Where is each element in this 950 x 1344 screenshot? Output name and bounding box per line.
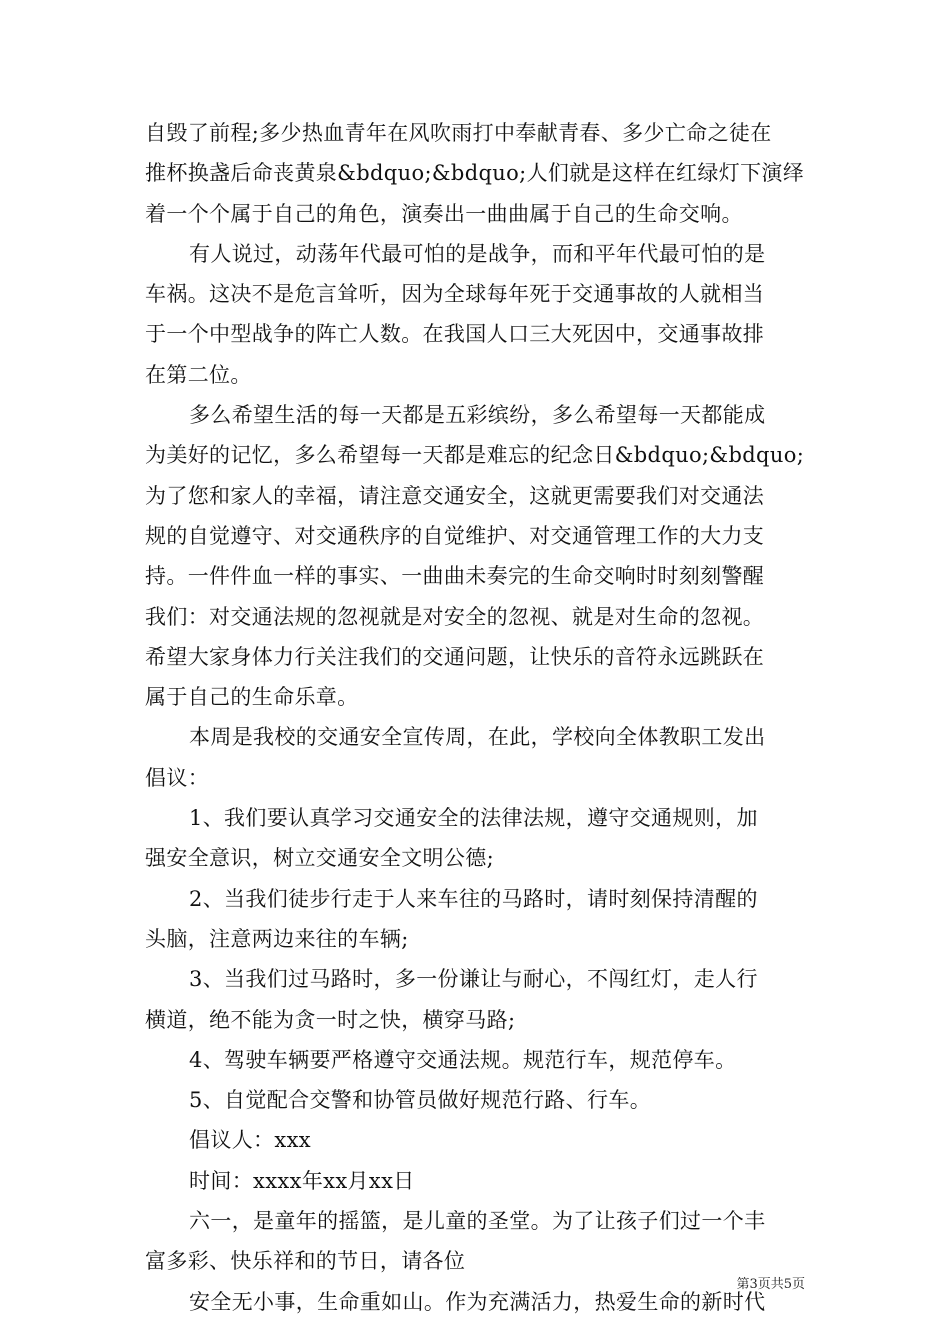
text-line: 六一，是童年的摇篮，是儿童的圣堂。为了让孩子们过一个丰 [189, 1209, 766, 1234]
text-line: 多么希望生活的每一天都是五彩缤纷，多么希望每一天都能成 [189, 403, 766, 428]
text-line: 车祸。这决不是危言耸听，因为全球每年死于交通事故的人就相当 [145, 282, 765, 307]
text-line: 为了您和家人的幸福，请注意交通安全，这就更需要我们对交通法 [145, 483, 765, 508]
text-line: 本周是我校的交通安全宣传周，在此，学校向全体教职工发出 [189, 725, 766, 750]
text-line: 为美好的记忆，多么希望每一天都是难忘的纪念日&bdquo;&bdquo; [145, 443, 805, 468]
text-line: 我们：对交通法规的忽视就是对安全的忽视、就是对生命的忽视。 [145, 604, 765, 629]
text-line: 安全无小事，生命重如山。作为充满活力，热爱生命的新时代 [189, 1289, 766, 1314]
text-line: 希望大家身体力行关注我们的交通问题，让快乐的音符永远跳跃在 [145, 644, 765, 669]
text-line: 于一个中型战争的阵亡人数。在我国人口三大死因中，交通事故排 [145, 322, 765, 347]
text-line: 推杯换盏后命丧黄泉&bdquo;&bdquo;人们就是这样在红绿灯下演绎 [145, 161, 805, 186]
text-line: 5、自觉配合交警和协管员做好规范行路、行车。 [189, 1088, 652, 1113]
text-line: 强安全意识，树立交通安全文明公德; [145, 846, 495, 871]
text-line: 属于自己的生命乐章。 [145, 685, 359, 710]
text-line: 头脑，注意两边来往的车辆; [145, 926, 409, 951]
text-line: 有人说过，动荡年代最可怕的是战争，而和平年代最可怕的是 [189, 241, 766, 266]
text-line: 富多彩、快乐祥和的节日，请各位 [145, 1249, 466, 1274]
page-number-footer: 第3页共5页 [736, 1277, 805, 1292]
text-line: 1、我们要认真学习交通安全的法律法规，遵守交通规则，加 [189, 806, 758, 831]
text-line: 倡议： [145, 765, 210, 790]
document-body [145, 113, 809, 1322]
text-line: 3、当我们过马路时，多一份谦让与耐心，不闯红灯，走人行 [189, 967, 758, 992]
text-line: 规的自觉遵守、对交通秩序的自觉维护、对交通管理工作的大力支 [145, 523, 765, 548]
text-line: 倡议人：xxx [189, 1128, 311, 1153]
text-line: 自毁了前程;多少热血青年在风吹雨打中奉献青春、多少亡命之徒在 [145, 121, 772, 145]
text-line: 时间：xxxx年xx月xx日 [189, 1168, 415, 1193]
text-line: 着一个个属于自己的角色，演奏出一曲曲属于自己的生命交响。 [145, 201, 743, 226]
text-line: 持。一件件血一样的事实、一曲曲未奏完的生命交响时时刻刻警醒 [145, 564, 765, 589]
text-line: 横道，绝不能为贪一时之快，横穿马路; [145, 1007, 516, 1032]
text-line: 2、当我们徒步行走于人来车往的马路时，请时刻保持清醒的 [189, 886, 758, 911]
text-line: 在第二位。 [145, 362, 252, 387]
text-line: 4、驾驶车辆要严格遵守交通法规。规范行车，规范停车。 [189, 1047, 737, 1072]
